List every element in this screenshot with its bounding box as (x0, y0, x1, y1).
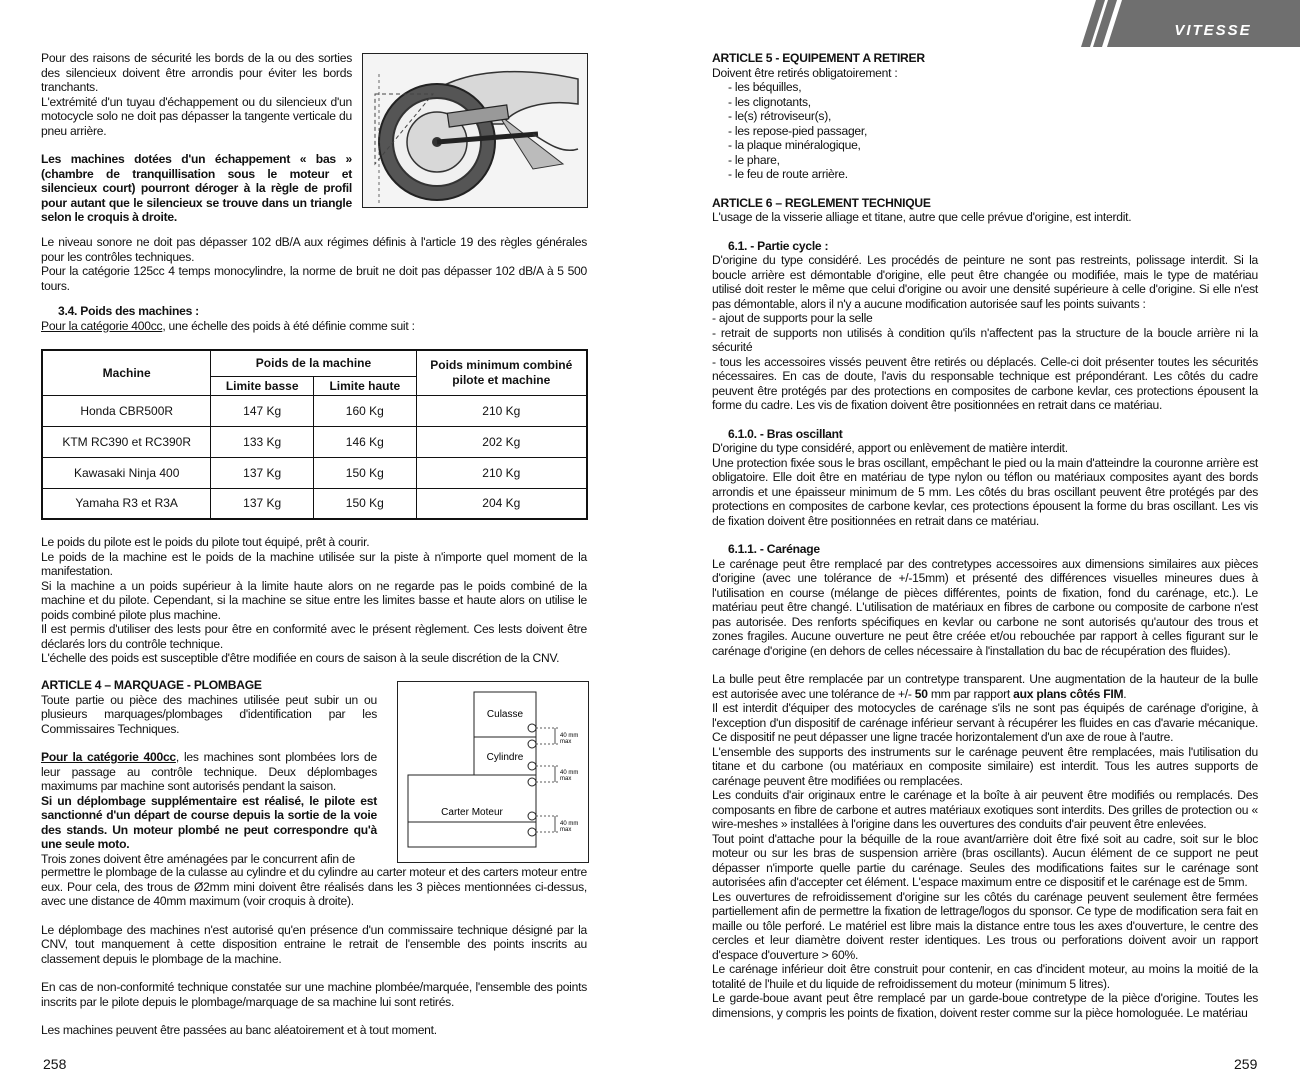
right-column (712, 51, 1258, 1020)
weights-note: Il est permis d'utiliser des lests pour être en conformité avec le présent règlement. Ces lests doivent être déclarés lors du contrôle technique. (41, 622, 587, 651)
dimension-label: 40 mm (560, 733, 579, 739)
table-cell-high: 150 Kg (313, 488, 416, 519)
fairing-paragraph: Le carénage inférieur doit être construit pour contenir, en cas d'incident moteur, au moins la moitié de la totalité de l'huile et du liquide de refroidissement du moteur (minimum 5 litres). (712, 962, 1258, 991)
weights-intro (41, 319, 587, 334)
fairing-paragraph: Tout point d'attache pour la béquille de la roue avant/arrière doit être fixé soit au cadre, soit sur le bloc moteur ou sur les bras de suspension arrière (bras oscillants). Aucun élément de ce support ne peut dépasser n'importe quelle partie du carénage. Seules des modifications faites sur le carénage sont autorisées afin d'accepter cet élément. L'espace maximum entre ce dispositif et le carénage est de 5mm. (712, 831, 1258, 889)
weights-notes (41, 535, 587, 666)
table-header-high: Limite haute (313, 376, 416, 395)
dimension-label: 40 mm (560, 821, 579, 827)
page-number-right: 259 (1234, 1056, 1258, 1072)
weights-section (41, 304, 587, 333)
article-4-paragraph-5: En cas de non-conformité technique constatée sur une machine plombée/marquée, l'ensemble des points inscrits par le pilote depuis le plombage/marquage de sa machine lui sont retirés. (41, 980, 587, 1009)
article-4-paragraph-4: Le déplombage des machines n'est autorisé qu'en présence d'un commissaire technique désigné par la CNV, tout manquement à cette disposition entraine le retrait de l'ensemble des points inscrits au classement depuis le plombage de la machine. (41, 922, 587, 966)
dimension-label: 40 mm (560, 770, 579, 776)
bulle-text-a: La bulle peut être remplacée par un contretype transparent. Une augmentation de la hauteur de la bulle est autorisée avec une tolérance de +/- (712, 672, 1258, 701)
header-brand-text: VITESSE (1174, 22, 1252, 39)
intro-paragraph-2: L'extrémité d'un tuyau d'échappement ou du silencieux d'un motocycle solo ne doit pas dépasser la tangente verticale du pneu arrière. (41, 94, 352, 138)
weights-heading: 3.4. Poids des machines : (58, 304, 199, 318)
exhaust-intro (41, 51, 352, 225)
noise-paragraph-2: Pour la catégorie 125cc 4 temps monocylindre, la norme de bruit ne doit pas dépasser 102 dB/A à 5 500 tours. (41, 264, 587, 293)
list-item: - la plaque minéralogique, (728, 138, 861, 152)
section-6-1-title: 6.1. - Partie cycle : (728, 238, 829, 253)
cylindre-label: Cylindre (486, 752, 524, 763)
article-4-paragraph-1: Toute partie ou pièce des machines utilisée peut subir un ou plusieurs marquages/plombages d'identification par les Commissaires Techniques. (41, 692, 377, 736)
article-4-title: ARTICLE 4 – MARQUAGE - PLOMBAGE (41, 678, 262, 692)
article-5-title: ARTICLE 5 - EQUIPEMENT A RETIRER (712, 51, 925, 65)
list-item: - le phare, (728, 152, 780, 167)
table-cell-combined: 210 Kg (416, 457, 587, 488)
section-6-1-list-item: - tous les accessoires vissés peuvent être retirés ou déplacés. Celle-ci doit présenter toutes les sécurités nécessaires. En cas de doute, l'avis du responsable technique est prépondérant. Les côtés du cadre peuvent être protégés par des protections en composites de carbone kevlar, ces protections épousent la forme du cadre. Les vis de fixation doivent être positionnées en retrait dans ce matériau. (712, 354, 1258, 412)
table-cell-low: 137 Kg (211, 457, 314, 488)
article-4-paragraph-3a: Trois zones doivent être aménagées par le concurrent afin de (41, 851, 355, 866)
table-cell-machine: Honda CBR500R (42, 395, 211, 426)
weights-table (41, 349, 588, 520)
exhaust-profile-figure (362, 53, 588, 208)
table-cell-high: 146 Kg (313, 426, 416, 457)
section-6-1-0-title: 6.1.0. - Bras oscillant (728, 426, 843, 441)
fairing-paragraph: Les ouvertures de refroidissement d'origine sur les côtés du carénage peuvent seulement être fermées partiellement afin de permettre la fixation de lettrage/logos du sponsor. Ce type de modification sera fait en maille ou tôle perforé. Le matériel est libre mais la distance entre tous les axes d'ouverture, le centre des cercles et leur diamètre doivent rester identiques. Les trous ou perforations doivent avoir un rapport d'espace d'ouverture > 60%. (712, 889, 1258, 962)
article-6-intro: L'usage de la visserie alliage et titane, autre que celle prévue d'origine, est interdit. (712, 210, 1132, 224)
list-item: - les clignotants, (728, 94, 811, 109)
section-6-1-paragraph: D'origine du type considéré. Les procédés de peinture ne sont pas restreints, polissage interdit. Si la boucle arrière est démontable d'origine, elle peut être changée ou modifiée, mais le type de matériau utilisé doit rester le même que celui d'origine ou avoir une densité supérieure à celle d'origine. Si elle n'est pas démontable, alors il n'y a aucune modification autorisée sauf les points suivants : (712, 253, 1258, 311)
article-4-top (41, 678, 377, 866)
weights-note: L'échelle des poids est susceptible d'être modifiée en cours de saison à la seule discrétion de la CNV. (41, 651, 560, 665)
table-header-machine: Machine (42, 350, 211, 395)
page-number-left: 258 (43, 1056, 67, 1072)
table-row (42, 426, 587, 457)
dimension-max-label: max (560, 776, 572, 782)
weights-table-wrapper (41, 349, 588, 520)
article-4-paragraph-6: Les machines peuvent être passées au banc aléatoirement et à tout moment. (41, 1023, 437, 1037)
list-item: - le feu de route arrière. (728, 167, 848, 181)
list-item: - les repose-pied passager, (728, 123, 868, 138)
fairing-paragraph: Les conduits d'air originaux entre le carénage et la boîte à air peuvent être modifiés ou remplacés. Des composants en fibre de carbone et autres matériaux exotiques sont interdits. Des grilles de protection ou « wire-meshes » installées à l'origine dans les ouvertures des conduits d'air peuvent être enlevées. (712, 788, 1258, 831)
table-row (42, 395, 587, 426)
engine-block-sketch (398, 682, 588, 862)
table-cell-combined: 204 Kg (416, 488, 587, 519)
bulle-paragraph (712, 672, 1258, 701)
table-cell-low: 137 Kg (211, 488, 314, 519)
article-4-bottom (41, 865, 587, 1038)
table-cell-high: 160 Kg (313, 395, 416, 426)
table-cell-low: 133 Kg (211, 426, 314, 457)
section-6-1-list-item: - retrait de supports non utilisés à condition qu'ils n'affectent pas la structure de la boucle arrière ni la sécurité (712, 325, 1258, 354)
weights-note: Le poids de la machine est le poids de la machine utilisée sur la piste à n'importe quel moment de la manifestation. (41, 549, 587, 578)
article-4-bold: Si un déplombage supplémentaire est réalisé, le pilote est sanctionné d'un départ de course depuis la sortie de la voie des stands. Un moteur plombé ne peut correspondre qu'à une seule moto. (41, 793, 377, 851)
article-6-title: ARTICLE 6 – REGLEMENT TECHNIQUE (712, 195, 931, 210)
article-4-paragraph-3b: permettre le plombage de la culasse au cylindre et du cylindre au carter moteur et des carters moteur entre eux. Pour cela, des trous de Ø2mm mini doivent être réalisés dans les 3 pièces mentionnées ci-dessus, avec une distance de 40mm maximum (voir croquis à droite). (41, 865, 587, 908)
culasse-label: Culasse (486, 709, 524, 720)
bulle-text-e: . (1123, 686, 1127, 701)
table-row (42, 457, 587, 488)
weights-intro-rest: , une échelle des poids à été définie comme suit : (162, 318, 415, 333)
article-5-list (712, 80, 1258, 182)
weights-note: Si la machine a un poids supérieur à la limite haute alors on ne regarde pas le poids combiné de la machine et du pilote. Cependant, si la machine se situe entre les limites basse et haute alors on utilise le poids combiné pilote plus machine. (41, 578, 587, 622)
bulle-text-c: mm par rapport (927, 686, 1014, 701)
noise-paragraph-1: Le niveau sonore ne doit pas dépasser 102 dB/A aux régimes définis à l'article 19 des règles générales pour les contrôles techniques. (41, 235, 587, 264)
article-4-underlined: Pour la catégorie 400cc (41, 750, 176, 764)
table-cell-machine: Kawasaki Ninja 400 (42, 457, 211, 488)
intro-paragraph-1: Pour des raisons de sécurité les bords de la ou des sorties des silencieux doivent être arrondis pour éviter les bords tranchants. (41, 51, 352, 94)
section-6-1-list-item: - ajout de supports pour la selle (712, 311, 873, 325)
article-4-paragraph-2 (41, 750, 377, 794)
section-6-1-1-title: 6.1.1. - Carénage (728, 542, 820, 556)
article-4-paragraph-2-rest: , les machines sont plombées lors de leur passage au contrôle technique. Deux déplombages maximums par machine sont autorisés pendant la saison. (41, 750, 377, 793)
intro-bold-paragraph: Les machines dotées d'un échappement « bas » (chambre de tranquillisation sous le moteur et silencieux court) pourront déroger à la règle de profil pour autant que le silencieux se trouve dans un triangle selon le croquis à droite. (41, 152, 352, 224)
table-header-combined: Poids minimum combiné pilote et machine (416, 350, 587, 395)
section-6-1-1-paragraph: Le carénage peut être remplacé par des contretypes accessoires aux dimensions similaires aux pièces d'origine (avec une tolérance de +/-15mm) et présenté des différences visuelles mineures dues à l'utilisation en course (mélange de pièces différentes, points de fixation, fond du carénage, etc.). Le matériau peut être changé. L'utilisation de matériaux en fibres de carbone ou composite de carbone n'est pas autorisée. Des renforts spécifiques en kevlar ou carbone ne sont autorisés qu'autour des trous et zones fragiles. Aucune ouverture ne peut être créée et/ou rebouchée par rapport à celles figurant sur le carénage d'origine (en dehors de celles nécessaire à l'installation du bac de récupération des fluides). (712, 556, 1258, 658)
fairing-paragraph: Le garde-boue avant peut être remplacé par un garde-boue contretype de la pièce d'origine. Toutes les dimensions, y compris les points de fixation, doivent rester comme sur la pièce homologuée. Le matériau (712, 991, 1258, 1020)
dimension-max-label: max (560, 739, 572, 745)
bulle-tolerance: 50 (914, 686, 928, 701)
motorcycle-rear-sketch (363, 54, 587, 207)
fairing-paragraph: L'ensemble des supports des instruments sur le carénage peuvent être remplacées, mais l'utilisation du titane et du carbone (ou matériaux en composite similaire) est interdit. Tous les autres supports de carénage peuvent être modifiées ou remplacées. (712, 744, 1258, 788)
header-banner (1076, 0, 1300, 47)
carter-label: Carter Moteur (441, 807, 503, 818)
bulle-fim-plans: aux plans côtés FIM (1013, 686, 1124, 701)
dimension-max-label: max (560, 827, 572, 833)
table-header-low: Limite basse (211, 376, 314, 395)
engine-sealing-diagram (397, 681, 589, 863)
article-5-intro: Doivent être retirés obligatoirement : (712, 65, 898, 80)
list-item: - les béquilles, (728, 80, 802, 94)
table-row (42, 488, 587, 519)
table-cell-machine: KTM RC390 et RC390R (42, 426, 211, 457)
section-6-1-0-paragraph-1: D'origine du type considéré, apport ou enlèvement de matière interdit. (712, 441, 1068, 455)
weights-intro-underlined: Pour la catégorie 400cc (41, 318, 163, 333)
table-cell-combined: 210 Kg (416, 395, 587, 426)
list-item: - le(s) rétroviseur(s), (728, 109, 832, 123)
weights-note: Le poids du pilote est le poids du pilote tout équipé, prêt à courir. (41, 535, 370, 549)
noise-block (41, 235, 587, 293)
table-cell-machine: Yamaha R3 et R3A (42, 488, 211, 519)
table-cell-low: 147 Kg (211, 395, 314, 426)
table-cell-high: 150 Kg (313, 457, 416, 488)
fairing-paragraph: Il est interdit d'équiper des motocycles de carénage s'ils ne sont pas équipés de carénage d'origine, à l'exception d'un dispositif de carénage inférieur servant à récupérer les fluides en cas d'avarie mécanique. Ce dispositif ne peut dépasser une ligne tracée horizontalement d'un axe de roue à l'autre. (712, 701, 1258, 744)
section-6-1-0-paragraph-2: Une protection fixée sous le bras oscillant, empêchant le pied ou la main d'atteindre la couronne arrière est obligatoire. Elle doit être en matériau de type nylon ou téflon ou matériaux composites ayant des bords arrondis et une épaisseur minimum de 5 mm. Les côtés du bras oscillant peuvent être protégés par des protections en composites de carbone kevlar, ces protections épousent la forme du bras oscillant. Les vis de fixation doivent être positionnées en retrait dans ce matériau. (712, 455, 1258, 528)
table-cell-combined: 202 Kg (416, 426, 587, 457)
table-header-weight: Poids de la machine (211, 350, 416, 376)
